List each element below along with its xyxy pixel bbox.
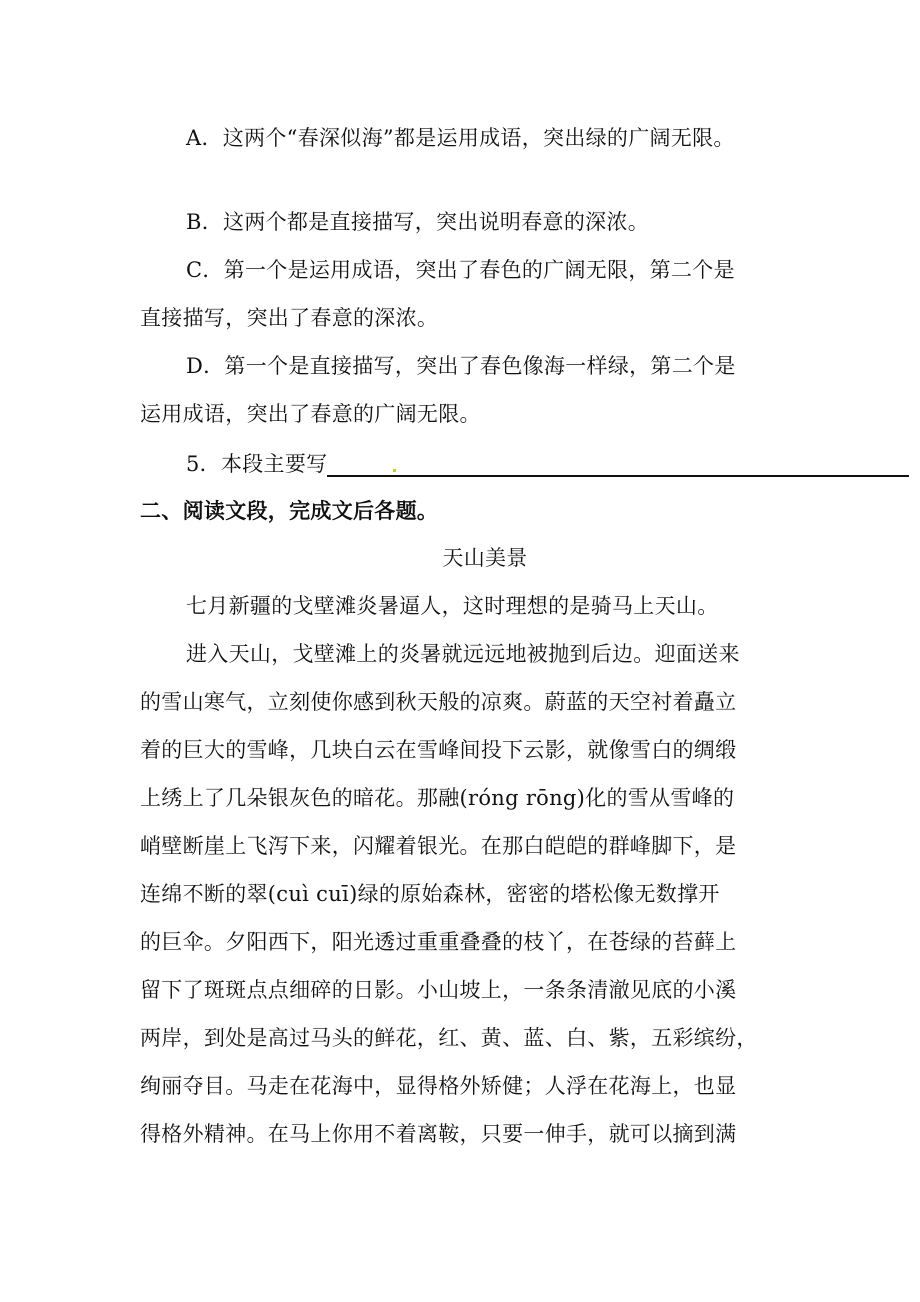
paragraph-2-line: 两岸，到处是高过马头的鲜花，红、黄、蓝、白、紫，五彩缤纷， xyxy=(140,1026,758,1050)
paragraph-2-line: 峭壁断崖上飞泻下来，闪耀着银光。在那白皑皑的群峰脚下，是 xyxy=(140,834,737,858)
paragraph-2-line: 的巨伞。夕阳西下，阳光透过重重叠叠的枝丫，在苍绿的苔藓上 xyxy=(140,930,737,954)
answer-blank[interactable] xyxy=(327,453,909,477)
paragraph-2-line: 上绣上了几朵银灰色的暗花。那融(róng rōng)化的雪从雪峰的 xyxy=(140,786,735,810)
paragraph-1: 七月新疆的戈壁滩炎暑逼人，这时理想的是骑马上天山。 xyxy=(186,594,719,618)
option-a: A．这两个“春深似海”都是运用成语，突出绿的广阔无限。 xyxy=(186,126,735,150)
paragraph-2-line: 留下了斑斑点点细碎的日影。小山坡上，一条条清澈见底的小溪 xyxy=(140,978,737,1002)
option-d-line-1: D．第一个是直接描写，突出了春色像海一样绿，第二个是 xyxy=(186,354,736,378)
option-b: B．这两个都是直接描写，突出说明春意的深浓。 xyxy=(186,210,650,234)
option-c-line-2: 直接描写，突出了春意的深浓。 xyxy=(140,306,439,330)
edit-mark xyxy=(393,469,396,472)
paragraph-2-line: 的雪山寒气，立刻使你感到秋天般的凉爽。蔚蓝的天空衬着矗立 xyxy=(140,690,737,714)
paragraph-2-line: 着的巨大的雪峰，几块白云在雪峰间投下云影，就像雪白的绸缎 xyxy=(140,738,737,762)
option-d-line-2: 运用成语，突出了春意的广阔无限。 xyxy=(140,402,481,426)
paragraph-2-line: 绚丽夺目。马走在花海中，显得格外矫健；人浮在花海上，也显 xyxy=(140,1074,737,1098)
question-5 xyxy=(186,450,909,478)
paragraph-2-line: 连绵不断的翠(cuì cuī)绿的原始森林，密密的塔松像无数撑开 xyxy=(140,882,720,906)
option-c-line-1: C．第一个是运用成语，突出了春色的广阔无限，第二个是 xyxy=(186,258,735,282)
paragraph-2-line: 进入天山，戈壁滩上的炎暑就远远地被抛到后边。迎面送来 xyxy=(186,642,740,666)
passage-title: 天山美景 xyxy=(442,546,528,570)
section-2-heading: 二、阅读文段，完成文后各题。 xyxy=(140,499,439,523)
paragraph-2-line: 得格外精神。在马上你用不着离鞍，只要一伸手，就可以摘到满 xyxy=(140,1122,737,1146)
question-5-label: 5．本段主要写 xyxy=(186,452,328,476)
